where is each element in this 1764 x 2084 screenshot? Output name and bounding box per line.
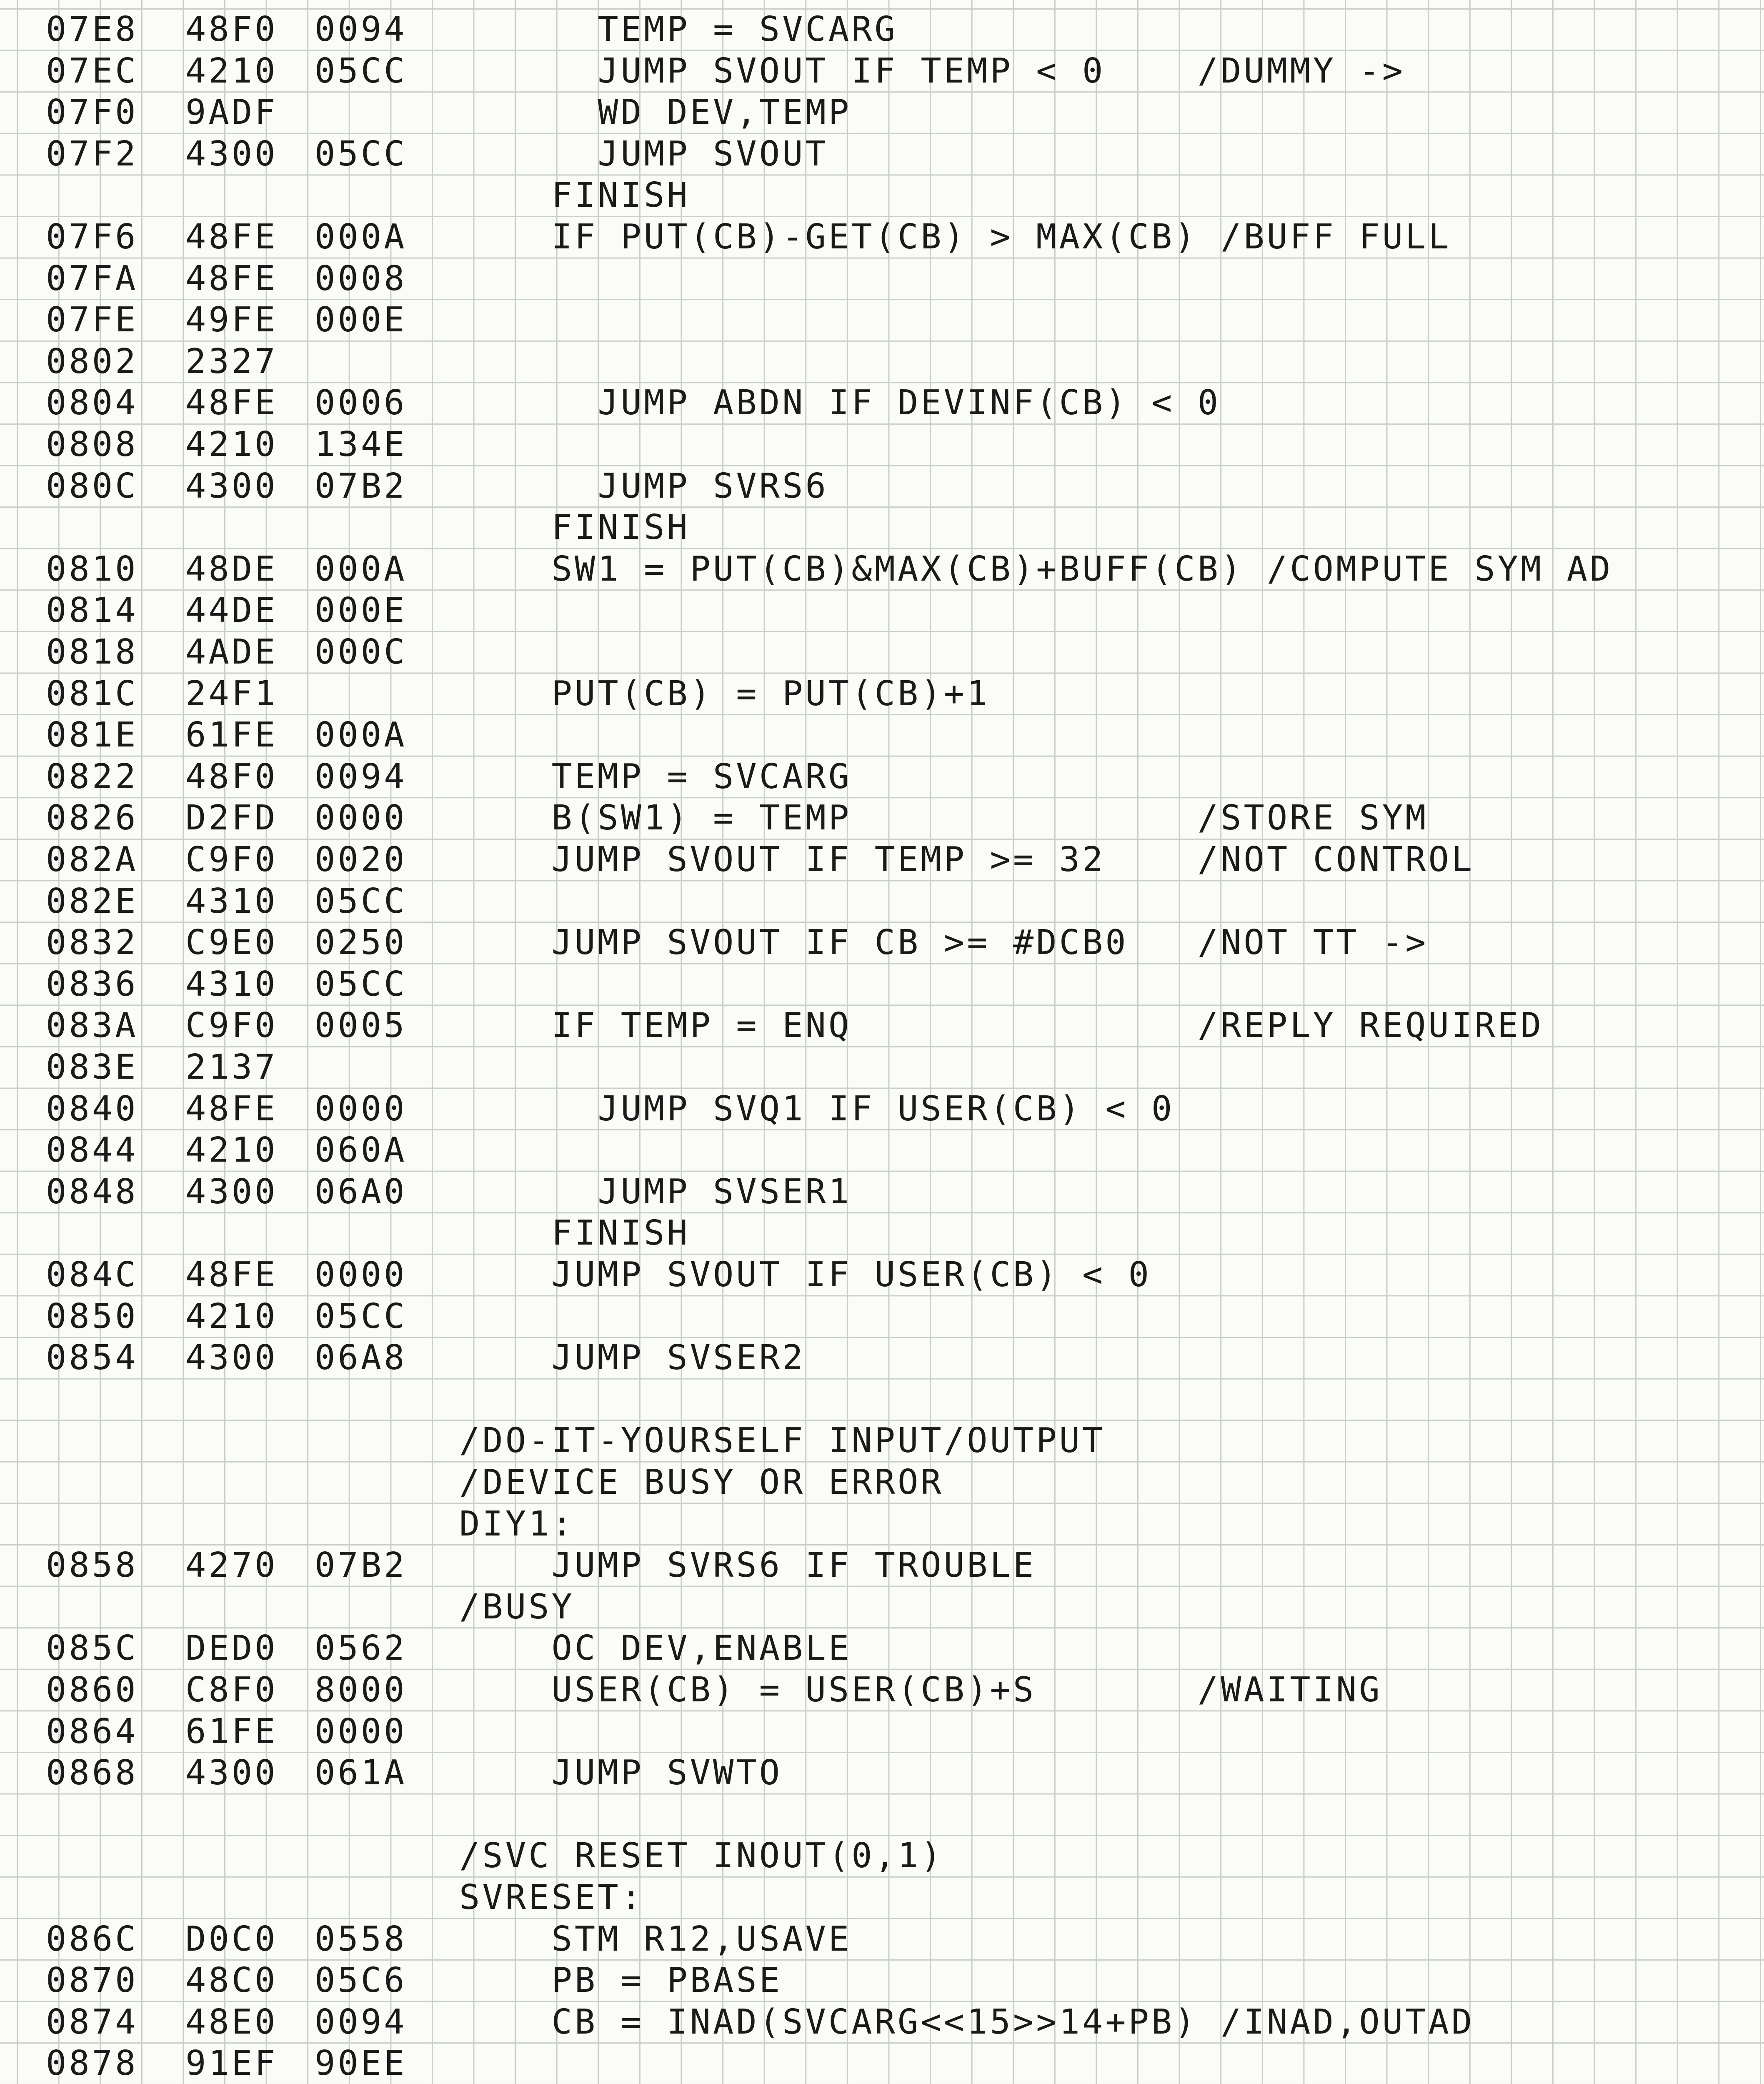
opcode-word-1: 48FE [185, 1255, 278, 1295]
listing-line [0, 880, 1764, 922]
listing-line [0, 506, 1764, 548]
opcode-word-1: 48FE [185, 258, 278, 298]
opcode-word-2: 0094 [315, 2002, 407, 2042]
source-text: IF TEMP = ENQ /REPLY REQUIRED [459, 1006, 1544, 1046]
source-text: B(SW1) = TEMP /STORE SYM [459, 798, 1429, 838]
opcode-word-1: 9ADF [185, 93, 278, 133]
opcode-word-2: 90EE [315, 2044, 407, 2084]
opcode-word-1: 4300 [185, 1753, 278, 1793]
opcode-word-1: 61FE [185, 1711, 278, 1751]
source-text: /BUSY [459, 1587, 575, 1627]
opcode-word-2: 05CC [315, 881, 407, 921]
address: 0840 [46, 1089, 138, 1129]
listing-line [0, 548, 1764, 590]
opcode-word-2: 0558 [315, 1919, 407, 1959]
opcode-word-1: 4270 [185, 1545, 278, 1586]
opcode-word-1: D0C0 [185, 1919, 278, 1959]
listing-line [0, 216, 1764, 258]
listing-line [0, 1088, 1764, 1130]
listing-line [0, 922, 1764, 963]
opcode-word-2: 0562 [315, 1628, 407, 1668]
listing-line [0, 465, 1764, 507]
opcode-word-1: C9F0 [185, 1006, 278, 1046]
address: 0818 [46, 632, 138, 672]
opcode-word-1: 24F1 [185, 674, 278, 714]
address: 07F0 [46, 93, 138, 133]
address: 082A [46, 840, 138, 879]
opcode-word-1: D2FD [185, 798, 278, 838]
address: 0804 [46, 383, 138, 423]
listing-line [0, 50, 1764, 92]
opcode-word-2: 0005 [315, 1006, 407, 1046]
listing-line [0, 341, 1764, 382]
address: 081C [46, 674, 138, 714]
address: 0848 [46, 1172, 138, 1212]
listing-line [0, 1295, 1764, 1337]
address: 0808 [46, 425, 138, 464]
listing-line [0, 258, 1764, 299]
address: 0860 [46, 1670, 138, 1710]
source-text: SW1 = PUT(CB)&MAX(CB)+BUFF(CB) /COMPUTE SYM AD [459, 549, 1613, 589]
listing-line [0, 1752, 1764, 1793]
source-text: PUT(CB) = PUT(CB)+1 [459, 674, 990, 714]
address: 0810 [46, 549, 138, 589]
address: 083A [46, 1006, 138, 1046]
source-text: JUMP SVSER2 [459, 1338, 806, 1378]
source-text: JUMP SVWTO [459, 1753, 783, 1793]
opcode-word-2: 0000 [315, 1089, 407, 1129]
opcode-word-2: 05C6 [315, 1961, 407, 2001]
opcode-word-2: 0250 [315, 923, 407, 963]
listing-line [0, 673, 1764, 714]
address: 081E [46, 715, 138, 755]
listing-line [0, 797, 1764, 839]
opcode-word-1: 48F0 [185, 756, 278, 797]
source-text: CB = INAD(SVCARG<<15>>14+PB) /INAD,OUTAD [459, 2002, 1475, 2042]
opcode-word-2: 000E [315, 591, 407, 631]
opcode-word-2: 0000 [315, 1255, 407, 1295]
listing-line [0, 2042, 1764, 2084]
opcode-word-1: C9F0 [185, 840, 278, 879]
listing-line [0, 1586, 1764, 1628]
address: 0858 [46, 1545, 138, 1586]
opcode-word-1: 61FE [185, 715, 278, 755]
opcode-word-1: 48DE [185, 549, 278, 589]
opcode-word-2: 8000 [315, 1670, 407, 1710]
opcode-word-1: 4ADE [185, 632, 278, 672]
listing-line [0, 423, 1764, 465]
listing-line [0, 963, 1764, 1005]
listing-line [0, 631, 1764, 673]
address: 085C [46, 1628, 138, 1668]
address: 0826 [46, 798, 138, 838]
opcode-word-2: 06A0 [315, 1172, 407, 1212]
source-text: FINISH [459, 175, 690, 215]
source-text: JUMP SVOUT IF TEMP < 0 /DUMMY -> [459, 51, 1406, 91]
opcode-word-1: 4300 [185, 466, 278, 506]
address: 0868 [46, 1753, 138, 1793]
opcode-word-1: 48F0 [185, 10, 278, 49]
listing-line [0, 1378, 1764, 1420]
opcode-word-2: 000A [315, 549, 407, 589]
listing-line [0, 1627, 1764, 1669]
listing-line [0, 1711, 1764, 1752]
opcode-word-2: 060A [315, 1130, 407, 1170]
listing-line [0, 589, 1764, 631]
source-text: FINISH [459, 508, 690, 548]
opcode-word-1: 48FE [185, 217, 278, 257]
address: 07F2 [46, 134, 138, 174]
address: 0836 [46, 964, 138, 1004]
listing-line [0, 1959, 1764, 2001]
opcode-word-1: 48FE [185, 383, 278, 423]
opcode-word-1: C8F0 [185, 1670, 278, 1710]
listing-line [0, 1171, 1764, 1212]
listing-line [0, 8, 1764, 50]
source-text: STM R12,USAVE [459, 1919, 852, 1959]
opcode-word-2: 000E [315, 300, 407, 340]
source-text: JUMP ABDN IF DEVINF(CB) < 0 [459, 383, 1221, 423]
source-text: SVRESET: [459, 1878, 644, 1917]
address: 086C [46, 1919, 138, 1959]
opcode-word-2: 06A8 [315, 1338, 407, 1378]
source-text: DIY1: [459, 1504, 575, 1544]
opcode-word-2: 05CC [315, 51, 407, 91]
source-text: IF PUT(CB)-GET(CB) > MAX(CB) /BUFF FULL [459, 217, 1451, 257]
listing-line [0, 1544, 1764, 1586]
source-text: PB = PBASE [459, 1961, 783, 2001]
listing-line [0, 1669, 1764, 1711]
opcode-word-1: DED0 [185, 1628, 278, 1668]
opcode-word-1: 4210 [185, 1296, 278, 1336]
opcode-word-1: 48C0 [185, 1961, 278, 2001]
opcode-word-2: 0020 [315, 840, 407, 879]
address: 07FE [46, 300, 138, 340]
listing-line [0, 2001, 1764, 2043]
address: 084C [46, 1255, 138, 1295]
opcode-word-2: 000A [315, 217, 407, 257]
listing-line [0, 1835, 1764, 1876]
listing-line [0, 299, 1764, 341]
source-text: TEMP = SVCARG [459, 756, 852, 797]
listing-line [0, 174, 1764, 216]
source-text: JUMP SVOUT IF CB >= #DCB0 /NOT TT -> [459, 923, 1429, 963]
address: 07FA [46, 258, 138, 298]
address: 0874 [46, 2002, 138, 2042]
source-text: JUMP SVOUT IF USER(CB) < 0 [459, 1255, 1152, 1295]
source-text: OC DEV,ENABLE [459, 1628, 852, 1668]
listing-line [0, 1337, 1764, 1378]
address: 0850 [46, 1296, 138, 1336]
source-text: WD DEV,TEMP [459, 93, 852, 133]
opcode-word-2: 07B2 [315, 466, 407, 506]
source-text: JUMP SVRS6 IF TROUBLE [459, 1545, 1036, 1586]
listing-line [0, 1129, 1764, 1171]
address: 0802 [46, 341, 138, 381]
source-text: JUMP SVRS6 [459, 466, 828, 506]
source-text: TEMP = SVCARG [459, 10, 898, 49]
listing-line [0, 1004, 1764, 1046]
address: 07F6 [46, 217, 138, 257]
address: 0814 [46, 591, 138, 631]
opcode-word-1: 4310 [185, 881, 278, 921]
address: 07E8 [46, 10, 138, 49]
opcode-word-2: 0094 [315, 10, 407, 49]
address: 083E [46, 1047, 138, 1087]
listing-line [0, 1793, 1764, 1835]
address: 082E [46, 881, 138, 921]
listing-line [0, 1461, 1764, 1503]
opcode-word-2: 07B2 [315, 1545, 407, 1586]
opcode-word-1: 48E0 [185, 2002, 278, 2042]
opcode-word-2: 0094 [315, 756, 407, 797]
opcode-word-2: 134E [315, 425, 407, 464]
listing-line [0, 756, 1764, 797]
listing-line [0, 1420, 1764, 1461]
listing-line [0, 1046, 1764, 1088]
source-text: FINISH [459, 1213, 690, 1253]
listing-line [0, 1212, 1764, 1254]
listing-line [0, 382, 1764, 423]
opcode-word-1: 49FE [185, 300, 278, 340]
opcode-word-2: 05CC [315, 964, 407, 1004]
listing-line [0, 1918, 1764, 1960]
address: 0870 [46, 1961, 138, 2001]
opcode-word-1: C9E0 [185, 923, 278, 963]
opcode-word-1: 2137 [185, 1047, 278, 1087]
source-text: JUMP SVOUT IF TEMP >= 32 /NOT CONTROL [459, 840, 1475, 879]
address: 0844 [46, 1130, 138, 1170]
listing-line [0, 714, 1764, 756]
opcode-word-2: 0000 [315, 1711, 407, 1751]
opcode-word-1: 4210 [185, 1130, 278, 1170]
opcode-word-2: 0008 [315, 258, 407, 298]
address: 0854 [46, 1338, 138, 1378]
listing-line [0, 91, 1764, 133]
opcode-word-1: 91EF [185, 2044, 278, 2084]
source-text: JUMP SVSER1 [459, 1172, 852, 1212]
source-text: /DEVICE BUSY OR ERROR [459, 1463, 944, 1502]
address: 0878 [46, 2044, 138, 2084]
opcode-word-2: 000C [315, 632, 407, 672]
listing-line [0, 839, 1764, 880]
source-text: /DO-IT-YOURSELF INPUT/OUTPUT [459, 1421, 1106, 1461]
opcode-word-2: 05CC [315, 134, 407, 174]
address: 0864 [46, 1711, 138, 1751]
source-text: USER(CB) = USER(CB)+S /WAITING [459, 1670, 1382, 1710]
source-text: JUMP SVOUT [459, 134, 828, 174]
address: 07EC [46, 51, 138, 91]
opcode-word-2: 0006 [315, 383, 407, 423]
opcode-word-2: 061A [315, 1753, 407, 1793]
listing-line [0, 133, 1764, 175]
opcode-word-1: 4300 [185, 134, 278, 174]
opcode-word-1: 48FE [185, 1089, 278, 1129]
address: 0822 [46, 756, 138, 797]
opcode-word-2: 05CC [315, 1296, 407, 1336]
opcode-word-1: 4300 [185, 1338, 278, 1378]
opcode-word-2: 000A [315, 715, 407, 755]
opcode-word-1: 4210 [185, 425, 278, 464]
source-text: JUMP SVQ1 IF USER(CB) < 0 [459, 1089, 1175, 1129]
opcode-word-1: 4300 [185, 1172, 278, 1212]
opcode-word-2: 0000 [315, 798, 407, 838]
opcode-word-1: 4210 [185, 51, 278, 91]
listing-line [0, 1876, 1764, 1918]
source-text: /SVC RESET INOUT(0,1) [459, 1836, 944, 1876]
opcode-word-1: 2327 [185, 341, 278, 381]
listing-line [0, 1503, 1764, 1545]
listing-line [0, 1254, 1764, 1295]
opcode-word-1: 44DE [185, 591, 278, 631]
address: 0832 [46, 923, 138, 963]
address: 080C [46, 466, 138, 506]
opcode-word-1: 4310 [185, 964, 278, 1004]
